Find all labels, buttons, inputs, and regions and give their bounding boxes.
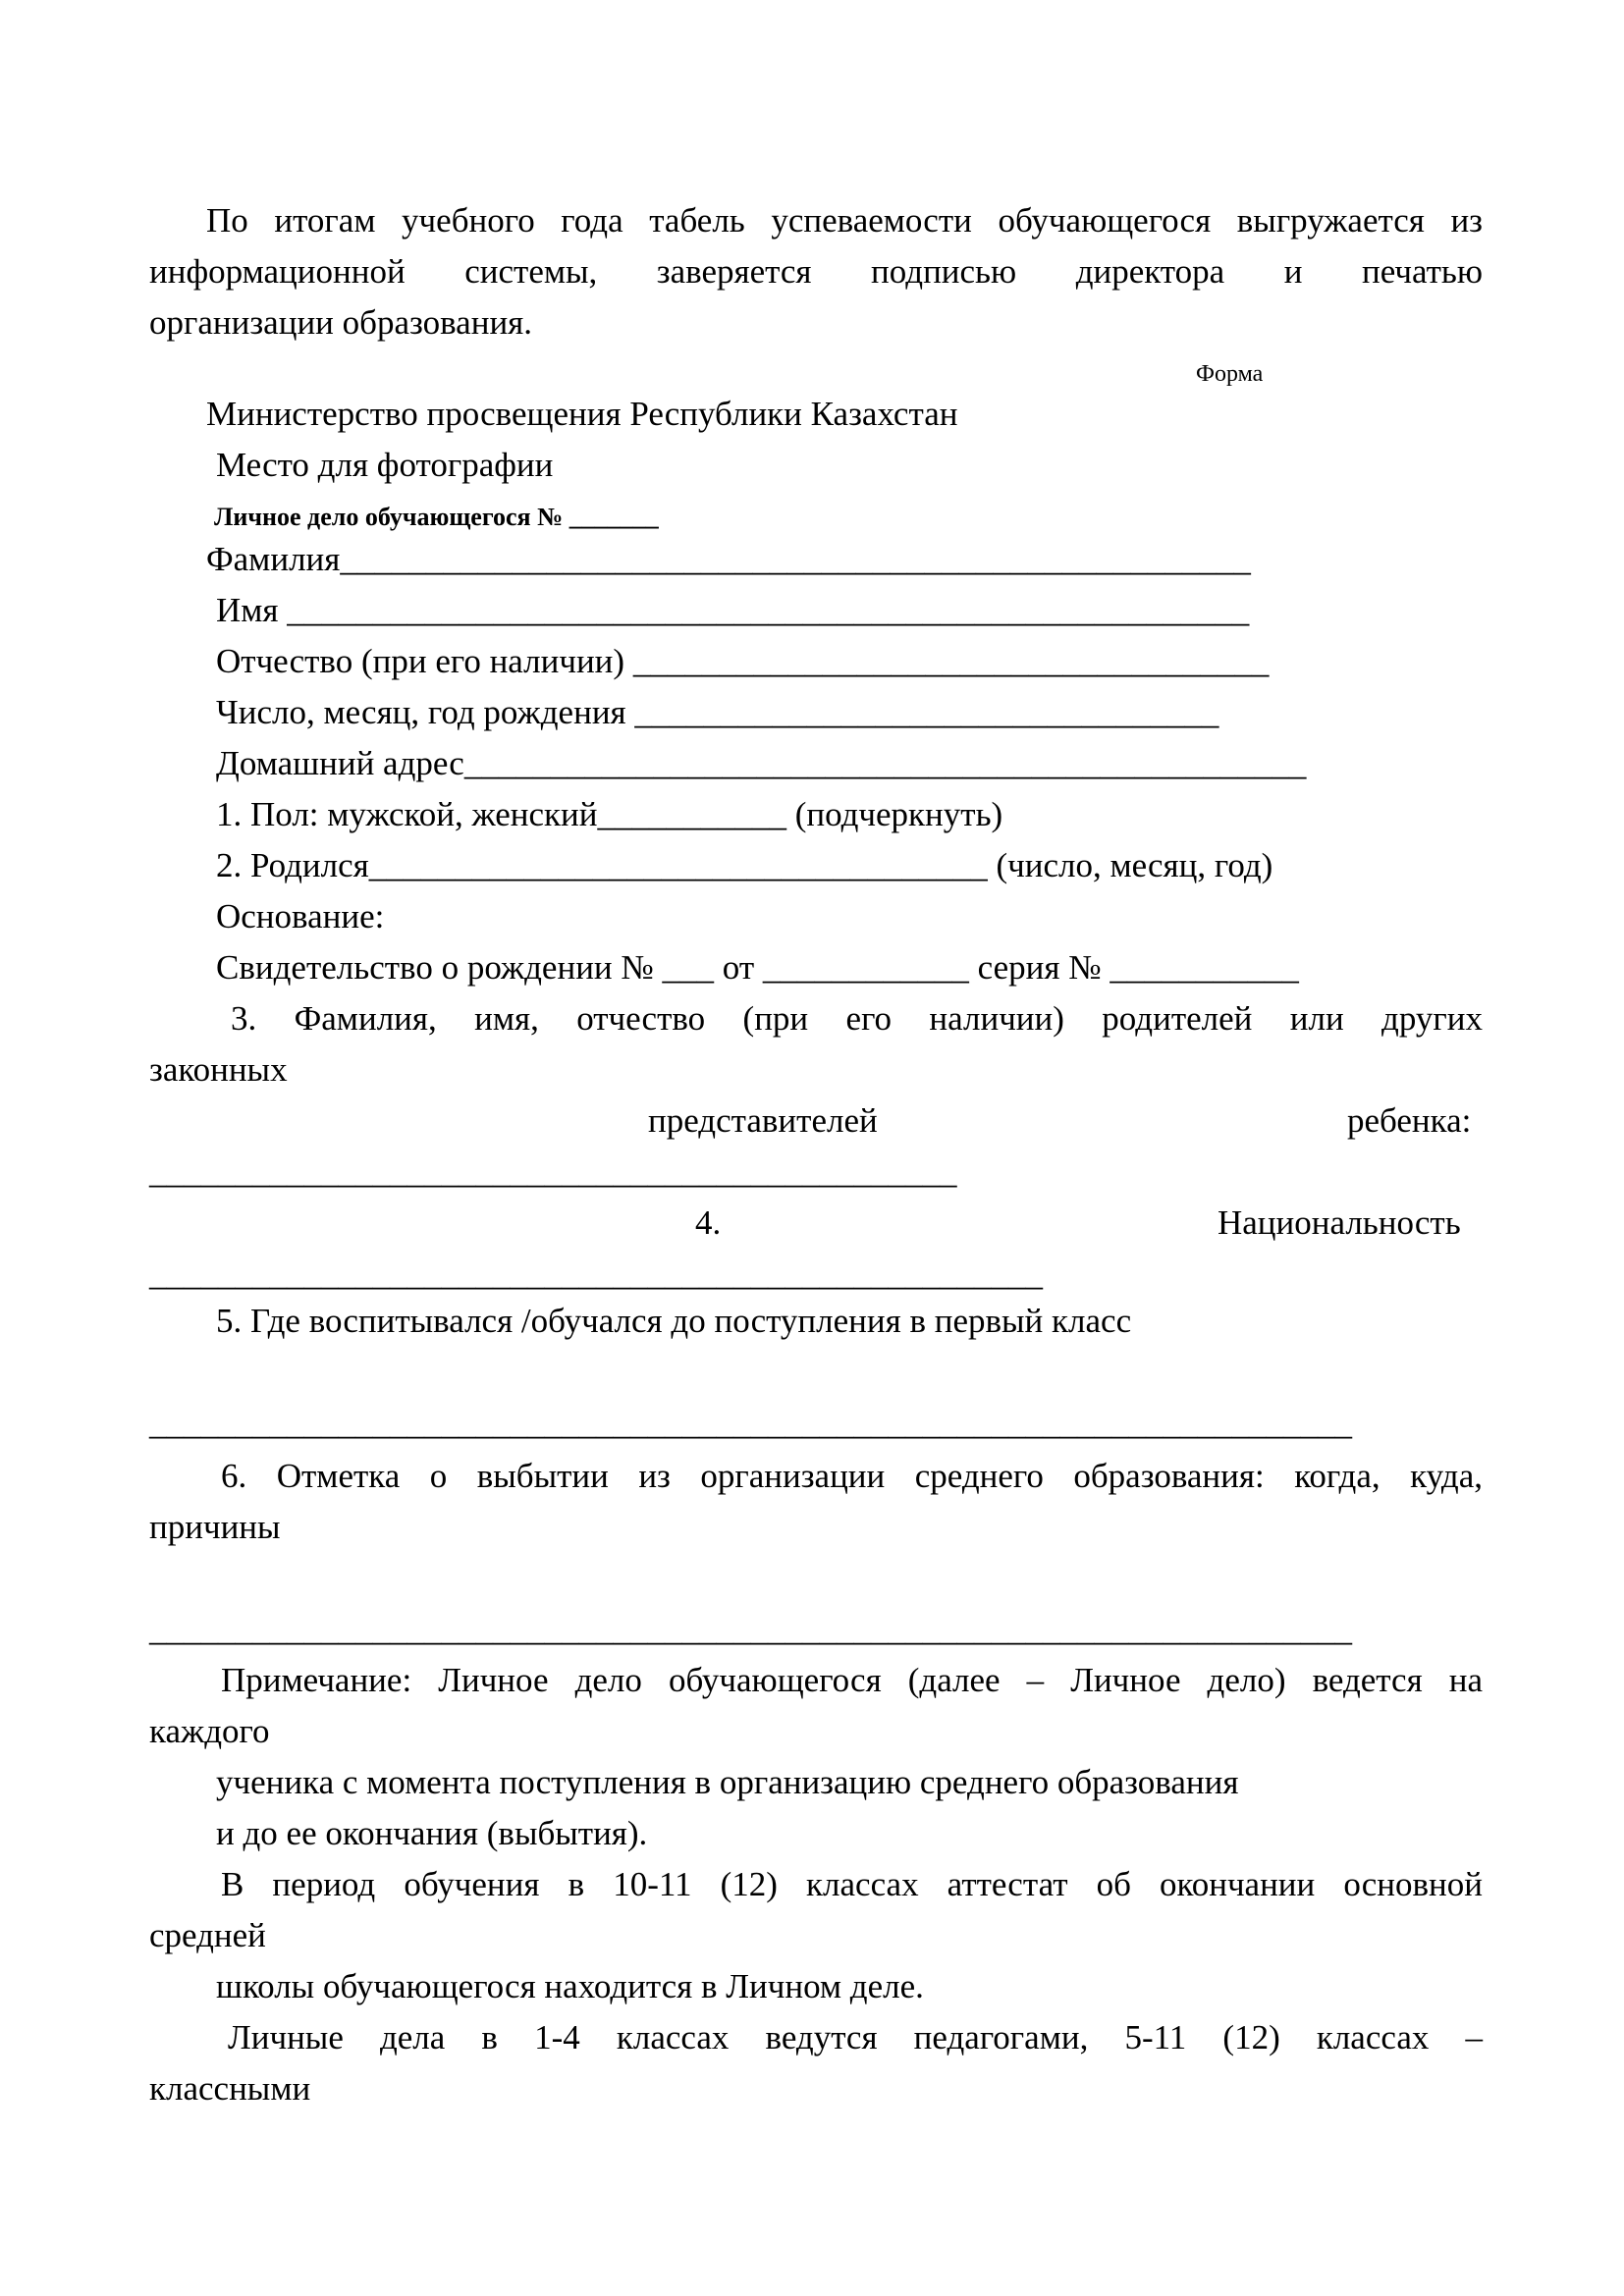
parents-line-4: _______________________________________________: [149, 1152, 957, 1191]
note-line-6: средней: [149, 1916, 266, 1954]
departure-line-2: причины: [149, 1508, 281, 1546]
note-line-5: В период обучения в 10-11 (12) классах аттестат об окончании основной: [221, 1865, 1483, 1903]
nationality-number: 4.: [695, 1203, 722, 1242]
note-line-8: Личные дела в 1-4 классах ведутся педагогами, 5-11 (12) классах –: [228, 2018, 1483, 2056]
parents-line-3-right: ребенка:: [1347, 1101, 1472, 1140]
note-line-4: и до ее окончания (выбытия).: [216, 1814, 648, 1852]
surname-field: Фамилия_____________________________________________________: [206, 540, 1251, 578]
gender-field: 1. Пол: мужской, женский___________ (подчеркнуть): [216, 795, 1003, 833]
intro-line-3: организации образования.: [149, 303, 533, 342]
name-field: Имя ________________________________________________________: [216, 591, 1250, 629]
intro-line-2: информационной системы, заверяется подписью директора и печатью: [149, 252, 1483, 291]
parents-line-3-left: представителей: [648, 1101, 878, 1140]
departure-line: ______________________________________________________________________: [149, 1610, 1352, 1648]
note-line-7: школы обучающегося находится в Личном деле.: [216, 1967, 924, 2005]
address-field: Домашний адрес_________________________________________________: [216, 744, 1307, 782]
note-line-1: Примечание: Личное дело обучающегося (далее – Личное дело) ведется на: [221, 1661, 1483, 1699]
case-title: Личное дело обучающегося № _______: [214, 503, 659, 531]
parents-line-2: законных: [149, 1050, 288, 1089]
patronymic-field: Отчество (при его наличии) _____________________________________: [216, 642, 1270, 680]
nationality-line: ____________________________________________________: [149, 1255, 1043, 1293]
certificate-field: Свидетельство о рождении № ___ от ____________ серия № ___________: [216, 948, 1299, 987]
preschool-line: ______________________________________________________________________: [149, 1404, 1352, 1442]
basis-label: Основание:: [216, 897, 385, 935]
form-label: Форма: [1196, 361, 1264, 387]
photo-placeholder-label: Место для фотографии: [216, 446, 554, 484]
parents-line-1: 3. Фамилия, имя, отчество (при его наличии) родителей или других: [231, 999, 1483, 1038]
ministry-title: Министерство просвещения Республики Казахстан: [206, 395, 958, 433]
note-line-9: классными: [149, 2069, 311, 2108]
born-field: 2. Родился____________________________________ (число, месяц, год): [216, 846, 1273, 884]
note-line-3: ученика с момента поступления в организацию среднего образования: [216, 1763, 1239, 1801]
nationality-label: Национальность: [1218, 1203, 1461, 1242]
note-line-2: каждого: [149, 1712, 270, 1750]
preschool-label: 5. Где воспитывался /обучался до поступления в первый класс: [216, 1302, 1132, 1340]
birthdate-field: Число, месяц, год рождения __________________________________: [216, 693, 1219, 731]
departure-line-1: 6. Отметка о выбытии из организации среднего образования: когда, куда,: [221, 1457, 1483, 1495]
intro-line-1: По итогам учебного года табель успеваемости обучающегося выгружается из: [206, 201, 1483, 240]
